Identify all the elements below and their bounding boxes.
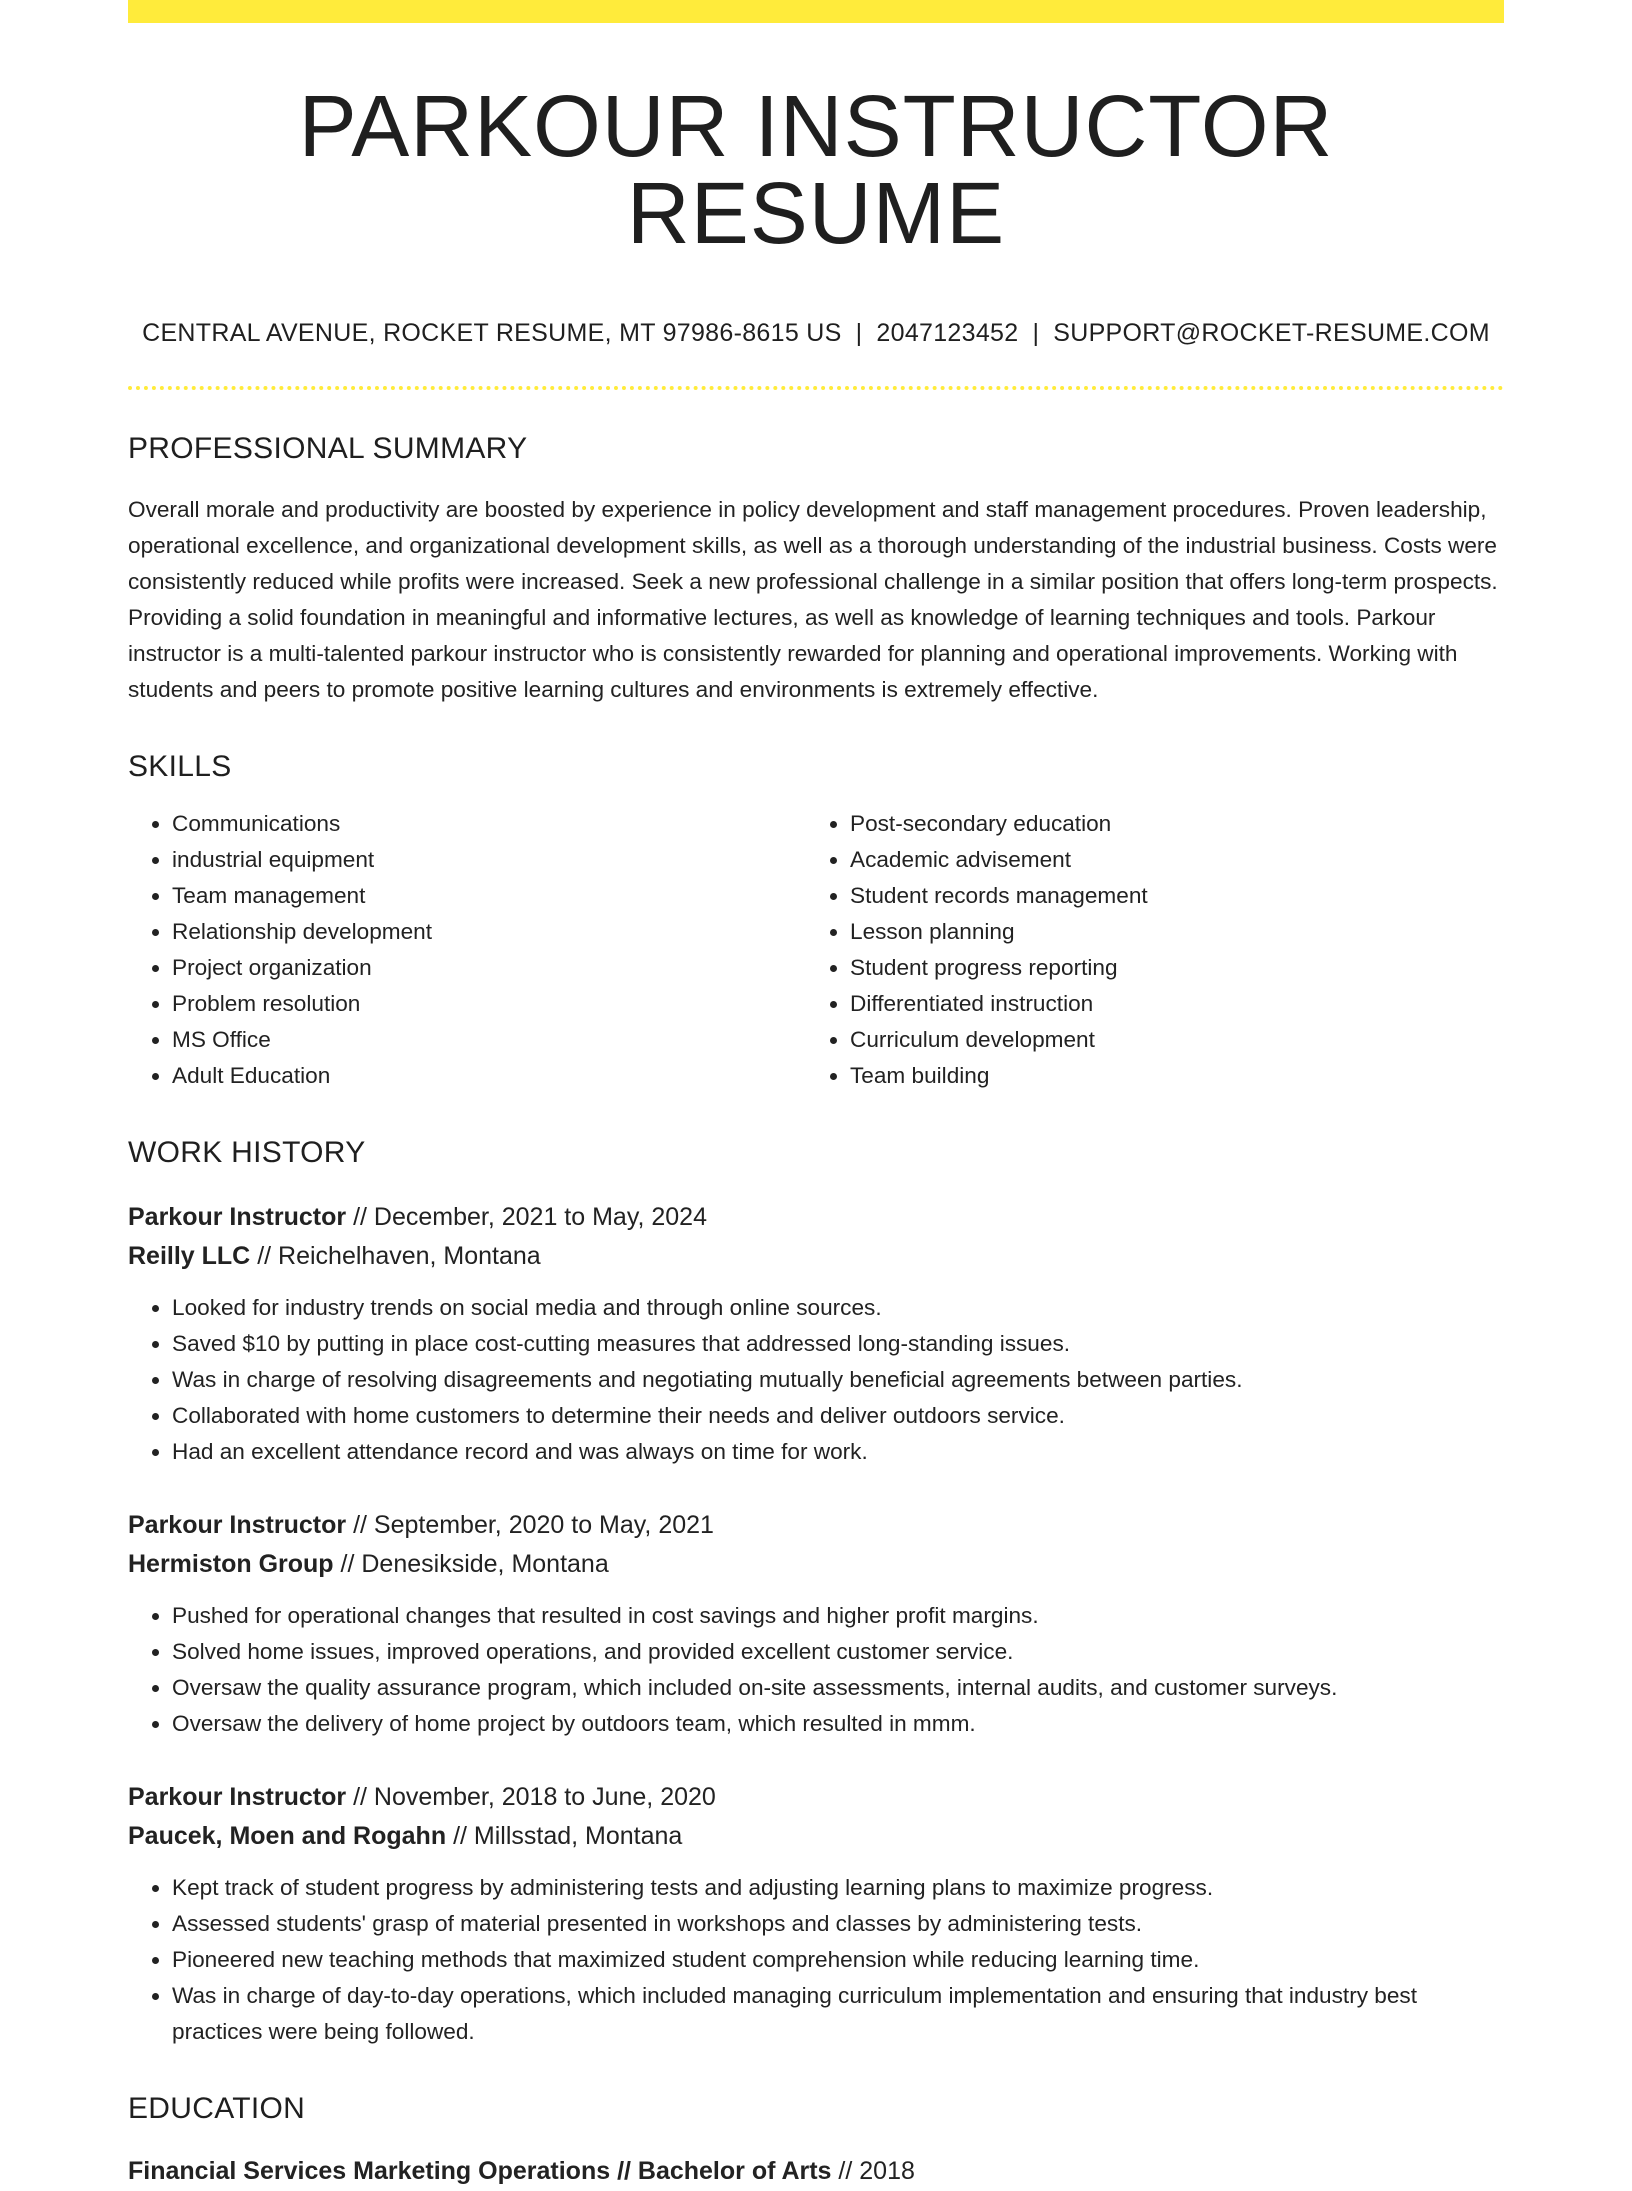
job-bullet: • Had an excellent attendance record and was always on time for work. — [172, 1434, 1504, 1470]
skill-item: • Adult Education — [172, 1058, 806, 1094]
contact-separator: | — [855, 319, 863, 347]
job-company-line — [128, 1237, 1504, 1276]
job-title-line — [128, 1506, 1504, 1545]
job-entry — [128, 1778, 1504, 2050]
skill-item: • Post-secondary education — [850, 806, 1484, 842]
job-company: Hermiston Group — [128, 1550, 334, 1578]
job-location: // Reichelhaven, Montana — [257, 1242, 541, 1270]
education-entry — [128, 2152, 1504, 2191]
contact-separator: | — [1032, 319, 1040, 347]
job-entry — [128, 1506, 1504, 1742]
skill-item: • Problem resolution — [172, 986, 806, 1022]
resume-title: PARKOUR INSTRUCTOR RESUME — [298, 78, 1334, 262]
skill-item: • Team building — [850, 1058, 1484, 1094]
job-dates: // December, 2021 to May, 2024 — [353, 1203, 707, 1231]
contact-line — [128, 321, 1504, 346]
skill-item: • Student progress reporting — [850, 950, 1484, 986]
resume-page — [128, 0, 1504, 2191]
job-bullet: • Pushed for operational changes that resulted in cost savings and higher profit margins. — [172, 1598, 1504, 1634]
job-bullet: • Was in charge of day-to-day operations, which included managing curriculum implementation and ensuring that industry best practices were being followed. — [172, 1978, 1504, 2050]
skill-item: • Academic advisement — [850, 842, 1484, 878]
job-company-line — [128, 1545, 1504, 1584]
skill-item: • industrial equipment — [172, 842, 806, 878]
job-dates: // November, 2018 to June, 2020 — [353, 1783, 716, 1811]
contact-phone: 2047123452 — [876, 319, 1019, 347]
skills-column-left — [128, 806, 806, 1094]
summary-text: Overall morale and productivity are boosted by experience in policy development and staff management procedures. Proven leadership, operational excellence, and organizational development skills, as well as a thorough understanding of the industrial business. Costs were consistently reduced while profits were increased. Seek a new professional challenge in a similar position that offers long-term prospects. Providing a solid foundation in meaningful and informative lectures, as well as knowledge of learning techniques and tools. Parkour instructor is a multi-talented parkour instructor who is consistently rewarded for planning and operational improvements. Working with students and peers to promote positive learning cultures and environments is extremely effective. — [128, 497, 1498, 702]
job-bullets — [128, 1290, 1504, 1470]
job-position: Parkour Instructor — [128, 1511, 347, 1539]
skill-item: • Communications — [172, 806, 806, 842]
skill-item: • Project organization — [172, 950, 806, 986]
job-bullet: • Solved home issues, improved operations, and provided excellent customer service. — [172, 1634, 1504, 1670]
skills-list — [128, 806, 1504, 1094]
job-position: Parkour Instructor — [128, 1203, 347, 1231]
contact-address: CENTRAL AVENUE, ROCKET RESUME, MT 97986-8615 US — [142, 319, 842, 347]
job-bullet: • Looked for industry trends on social media and through online sources. — [172, 1290, 1504, 1326]
summary-heading: PROFESSIONAL SUMMARY — [128, 432, 528, 465]
skill-item: • Curriculum development — [850, 1022, 1484, 1058]
job-bullets — [128, 1870, 1504, 2050]
job-dates: // September, 2020 to May, 2021 — [353, 1511, 714, 1539]
skill-item: • Relationship development — [172, 914, 806, 950]
skills-column-right — [806, 806, 1484, 1094]
education-line — [128, 2152, 1504, 2191]
job-bullet: • Assessed students' grasp of material presented in workshops and classes by administering tests. — [172, 1906, 1504, 1942]
skill-item: • Team management — [172, 878, 806, 914]
accent-top-bar — [128, 0, 1504, 23]
skill-item: • MS Office — [172, 1022, 806, 1058]
job-company: Reilly LLC — [128, 1242, 251, 1270]
job-bullets — [128, 1598, 1504, 1742]
job-company: Paucek, Moen and Rogahn — [128, 1822, 447, 1850]
job-entry — [128, 1198, 1504, 1470]
job-bullet: • Saved $10 by putting in place cost-cutting measures that addressed long-standing issues. — [172, 1326, 1504, 1362]
work-history-heading: WORK HISTORY — [128, 1136, 366, 1169]
contact-email: SUPPORT@ROCKET-RESUME.COM — [1053, 319, 1490, 347]
job-position: Parkour Instructor — [128, 1783, 347, 1811]
job-company-line — [128, 1817, 1504, 1856]
job-bullet: • Oversaw the quality assurance program, which included on-site assessments, internal audits, and customer surveys. — [172, 1670, 1504, 1706]
job-bullet: • Pioneered new teaching methods that maximized student comprehension while reducing learning time. — [172, 1942, 1504, 1978]
education-year: // 2018 — [838, 2157, 915, 2185]
skills-heading: SKILLS — [128, 750, 232, 783]
education-heading: EDUCATION — [128, 2092, 306, 2125]
job-title-line — [128, 1778, 1504, 1817]
job-bullet: • Collaborated with home customers to determine their needs and deliver outdoors service. — [172, 1398, 1504, 1434]
skill-item: • Student records management — [850, 878, 1484, 914]
education-degree: Financial Services Marketing Operations // Bachelor of Arts — [128, 2157, 832, 2185]
job-title-line — [128, 1198, 1504, 1237]
job-bullet: • Oversaw the delivery of home project by outdoors team, which resulted in mmm. — [172, 1706, 1504, 1742]
skill-item: • Differentiated instruction — [850, 986, 1484, 1022]
job-bullet: • Was in charge of resolving disagreements and negotiating mutually beneficial agreements between parties. — [172, 1362, 1504, 1398]
dotted-divider — [128, 386, 1504, 390]
job-bullet: • Kept track of student progress by administering tests and adjusting learning plans to maximize progress. — [172, 1870, 1504, 1906]
job-location: // Denesikside, Montana — [340, 1550, 609, 1578]
job-location: // Millsstad, Montana — [453, 1822, 683, 1850]
skill-item: • Lesson planning — [850, 914, 1484, 950]
